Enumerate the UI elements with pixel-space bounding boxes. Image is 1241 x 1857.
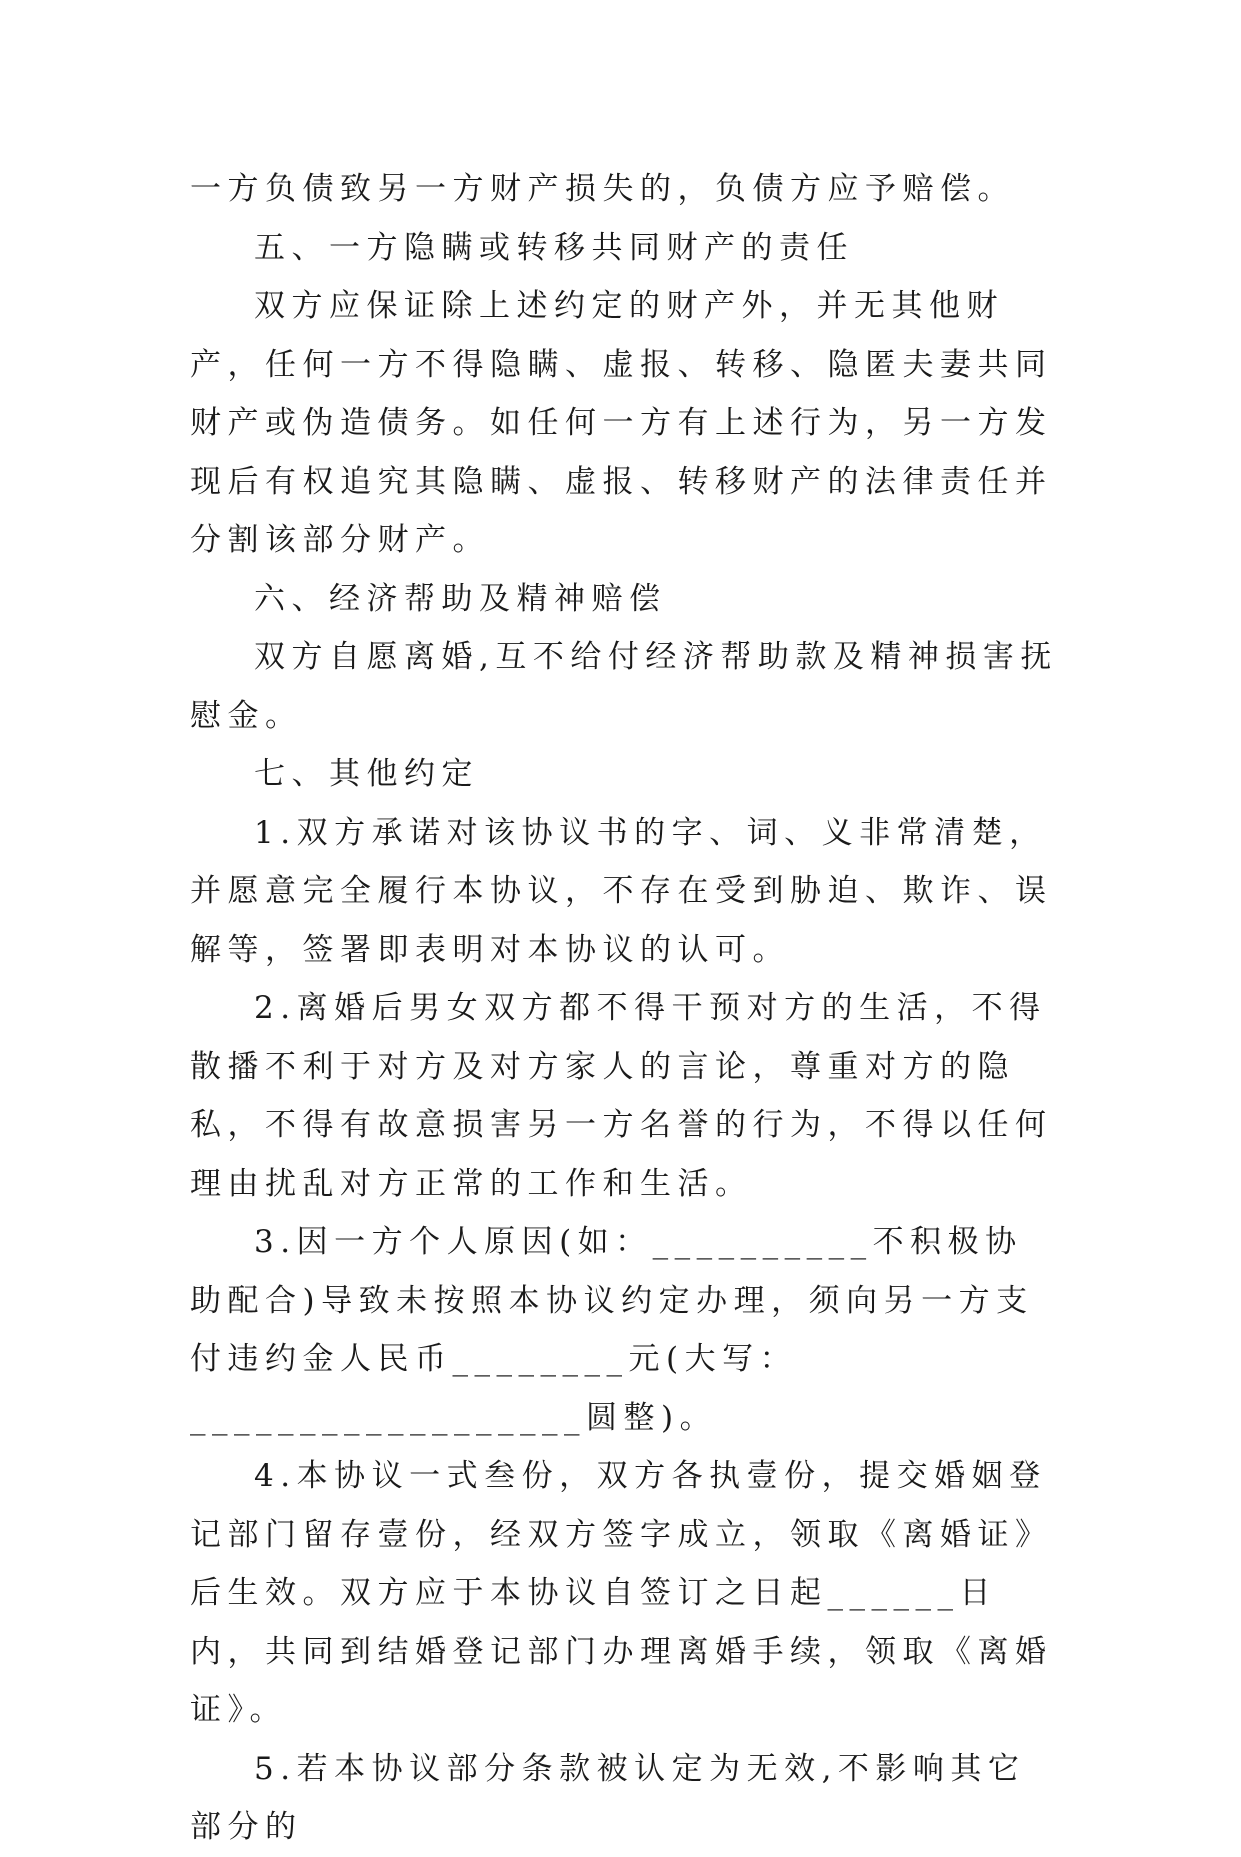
clause-2: 2.离婚后男女双方都不得干预对方的生活，不得散播不利于对方及对方家人的言论，尊重对方的隐私，不得有故意损害另一方名誉的行为，不得以任何理由扰乱对方正常的工作和生活。 [190, 990, 1053, 1202]
heading-section-5: 五、一方隐瞒或转移共同财产的责任 [254, 229, 854, 266]
paragraph-section-5: 双方应保证除上述约定的财产外，并无其他财产，任何一方不得隐瞒、虚报、转移、隐匿夫妻共同财产或伪造债务。如任何一方有上述行为，另一方发现后有权追究其隐瞒、虚报、转移财产的法律责任并分割该部分财产。 [190, 288, 1053, 558]
clause-1: 1.双方承诺对该协议书的字、词、义非常清楚，并愿意完全履行本协议，不存在受到胁迫、欺诈、误解等，签署即表明对本协议的认可。 [190, 814, 1053, 968]
paragraph-debt-compensation: 一方负债致另一方财产损失的，负债方应予赔偿。 [190, 171, 1015, 207]
clause-4: 4.本协议一式叁份，双方各执壹份，提交婚姻登记部门留存壹份，经双方签字成立，领取《离婚证》后生效。双方应于本协议自签订之日起______日内，共同到结婚登记部门办理离婚手续，领取《离婚证》。 [190, 1458, 1053, 1728]
clause-3: 3.因一方个人原因(如：__________不积极协助配合)导致未按照本协议约定办理，须向另一方支付违约金人民币________元(大写：__________________圆整)。 [190, 1224, 1034, 1436]
clause-5: 5.若本协议部分条款被认定为无效,不影响其它部分的 [190, 1750, 1026, 1845]
document-body [190, 160, 1060, 1857]
heading-section-6: 六、经济帮助及精神赔偿 [254, 580, 667, 617]
heading-section-7: 七、其他约定 [254, 756, 479, 792]
paragraph-section-6: 双方自愿离婚,互不给付经济帮助款及精神损害抚慰金。 [190, 639, 1058, 734]
